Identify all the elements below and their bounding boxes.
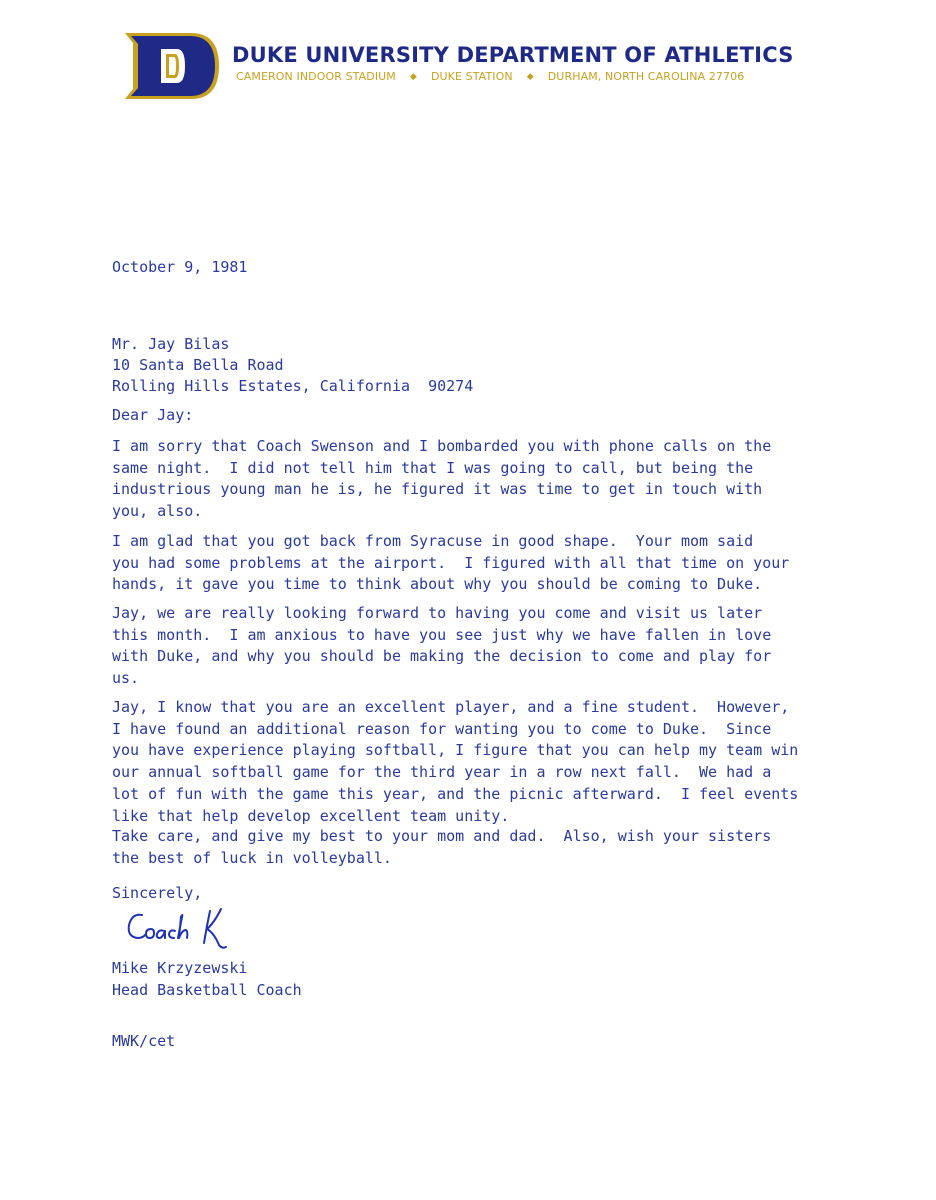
salutation: Dear Jay: <box>112 406 194 424</box>
handwritten-signature <box>124 903 244 955</box>
closing: Sincerely, <box>112 884 203 902</box>
paragraph-line: hands, it gave you time to think about why you should be coming to Duke. <box>112 575 763 594</box>
typist-initials: MWK/cet <box>112 1032 176 1050</box>
signer-block <box>112 957 302 1001</box>
letter-date: October 9, 1981 <box>112 258 248 276</box>
body-paragraph <box>112 697 832 827</box>
signer-title: Head Basketball Coach <box>112 981 302 999</box>
recipient-street: 10 Santa Bella Road <box>112 356 284 374</box>
letterhead-address-city: DURHAM, NORTH CAROLINA 27706 <box>547 70 745 83</box>
body-paragraph <box>112 531 832 596</box>
paragraph-line: with Duke, and why you should be making the decision to come and play for <box>112 647 772 666</box>
duke-d-logo-graphic <box>121 27 221 105</box>
paragraph-line: you, also. <box>112 502 203 521</box>
paragraph-line: same night. I did not tell him that I was going to call, but being the <box>112 458 754 477</box>
paragraph-line: Take care, and give my best to your mom and dad. Also, wish your sisters <box>112 827 772 845</box>
recipient-city: Rolling Hills Estates, California 90274 <box>112 377 474 395</box>
paragraph-line: lot of fun with the game this year, and the picnic afterward. I feel events <box>112 784 799 803</box>
paragraph-line: I am glad that you got back from Syracuse in good shape. Your mom said <box>112 532 754 550</box>
letterhead-title: DUKE UNIVERSITY DEPARTMENT OF ATHLETICS <box>232 43 794 67</box>
paragraph-line: us. <box>112 669 140 688</box>
letterhead-address-stadium: CAMERON INDOOR STADIUM <box>236 70 396 83</box>
letterhead-address <box>236 70 744 84</box>
signer-name: Mike Krzyzewski <box>112 959 248 977</box>
recipient-name: Mr. Jay Bilas <box>112 335 230 353</box>
paragraph-line: this month. I am anxious to have you see just why we have fallen in love <box>112 625 772 644</box>
paragraph-line: the best of luck in volleyball. <box>112 848 392 867</box>
paragraph-line: I am sorry that Coach Swenson and I bombarded you with phone calls on the <box>112 437 772 455</box>
paragraph-line: like that help develop excellent team unity. <box>112 806 510 825</box>
body-paragraph <box>112 436 832 523</box>
body-paragraph <box>112 826 832 869</box>
paragraph-line: Jay, we are really looking forward to having you come and visit us later <box>112 604 763 622</box>
letterhead-address-station: DUKE STATION <box>430 70 513 83</box>
signature-graphic <box>124 903 244 955</box>
body-paragraph <box>112 603 832 690</box>
paragraph-line: you have experience playing softball, I figure that you can help my team win <box>112 741 799 760</box>
diamond-separator-icon: ◆ <box>409 72 417 82</box>
paragraph-line: you had some problems at the airport. I figured with all that time on your <box>112 553 790 572</box>
paragraph-line: Jay, I know that you are an excellent player, and a fine student. However, <box>112 698 790 716</box>
recipient-address <box>112 334 473 397</box>
paragraph-line: industrious young man he is, he figured it was time to get in touch with <box>112 480 763 499</box>
paragraph-line: I have found an additional reason for wanting you to come to Duke. Since <box>112 719 772 738</box>
paragraph-line: our annual softball game for the third year in a row next fall. We had a <box>112 763 772 782</box>
duke-d-logo <box>121 27 221 105</box>
diamond-separator-icon: ◆ <box>526 72 534 82</box>
